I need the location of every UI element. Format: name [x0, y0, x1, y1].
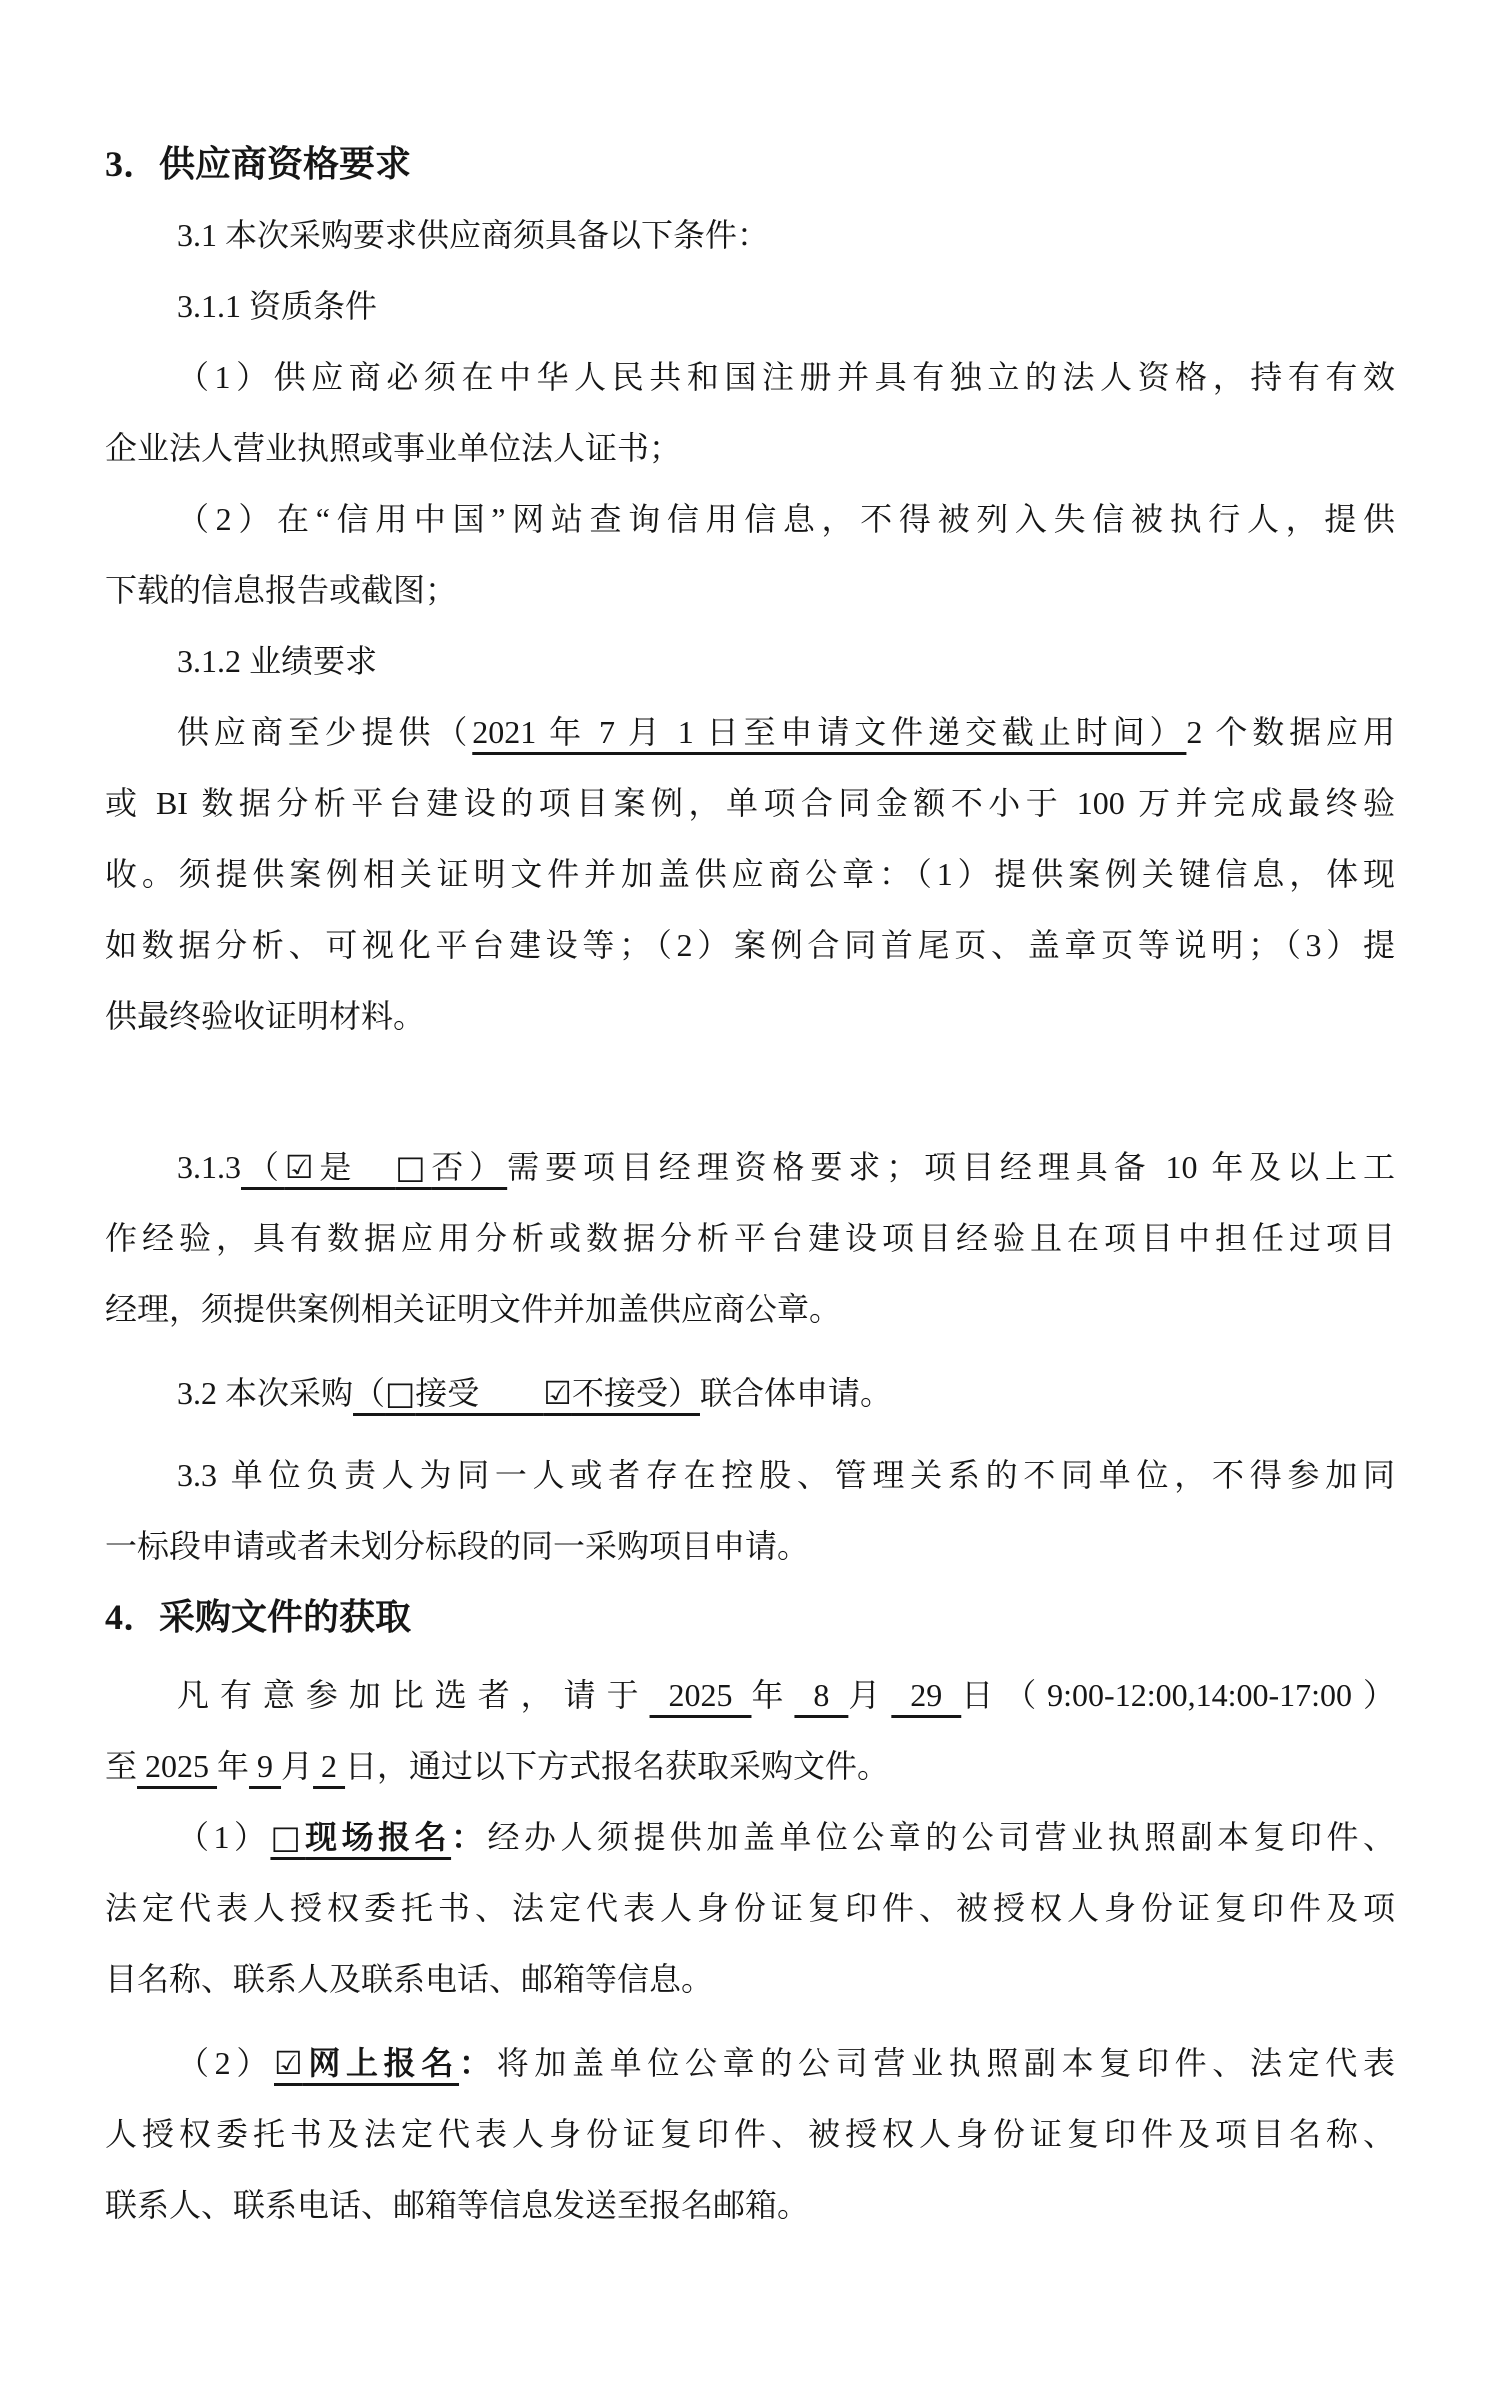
until-label: 至: [105, 1748, 138, 1784]
clause-3-1-2-text: 3.1.2 业绩要求: [177, 643, 378, 679]
colon: ：: [451, 1819, 488, 1855]
checkbox-checked-icon: ☑: [543, 1374, 572, 1412]
line-clause-3-3a: [105, 1440, 1395, 1511]
clause-3-1-3-text-2: 作经验，具有数据应用分析或数据分析平台建设项目经验且在项目中担任过项目: [105, 1220, 1395, 1256]
line-clause-3-1-3c: [105, 1274, 1395, 1345]
line-clause-3-1-1: [105, 271, 1395, 342]
checkbox-empty-icon: □: [395, 1148, 432, 1186]
qualification-item-2-text: （2）在“信用中国”网站查询信用信息，不得被列入失信被执行人，提供: [177, 501, 1395, 537]
line-qualification-item-1b: [105, 413, 1395, 484]
online-registration-text: 将加盖单位公章的公司营业执照副本复印件、法定代表: [496, 2045, 1395, 2081]
month-label: 月: [848, 1677, 892, 1713]
qualification-item-2-text-cont: 下载的信息报告或截图；: [105, 572, 458, 608]
performance-req-text-4: 如数据分析、可视化平台建设等；（2）案例合同首尾页、盖章页等说明；（3）提: [105, 927, 1395, 963]
year-label: 年: [217, 1748, 250, 1784]
item-2-number: （2）: [177, 2045, 274, 2081]
line-qualification-item-1a: [105, 342, 1395, 413]
line-onsite-registration-3: [105, 1944, 1395, 2015]
line-clause-3-1-3b: [105, 1203, 1395, 1274]
heading-section-4-text: 4．采购文件的获取: [105, 1597, 412, 1637]
line-performance-req-1: [105, 697, 1395, 768]
clause-3-1-1-text: 3.1.1 资质条件: [177, 288, 378, 324]
start-day-value: 29: [891, 1677, 962, 1713]
line-clause-3-1: [105, 200, 1395, 271]
clause-3-2-lead: 3.2 本次采购: [177, 1375, 354, 1411]
end-month-value: 9: [249, 1748, 282, 1784]
performance-req-text-3: 收。须提供案例相关证明文件并加盖供应商公章：（1）提供案例关键信息，体现: [105, 856, 1395, 892]
obtain-tail-text: 日，通过以下方式报名获取采购文件。: [345, 1748, 890, 1784]
line-online-registration-3: [105, 2170, 1395, 2241]
month-label: 月: [281, 1748, 314, 1784]
line-qualification-item-2b: [105, 555, 1395, 626]
line-performance-req-2: [105, 768, 1395, 839]
performance-req-date-range: 2021 年 7 月 1 日至申请文件递交截止时间）: [472, 714, 1187, 750]
option-accept-label: 接受: [415, 1375, 544, 1411]
performance-req-text-cont: 2 个数据应用: [1186, 714, 1395, 750]
obtain-lead-text: 凡有意参加比选者，请于: [177, 1677, 650, 1713]
clause-3-2-tail: 联合体申请。: [699, 1375, 892, 1411]
line-clause-3-2: [105, 1358, 1395, 1429]
clause-3-1-3-text: 需要项目经理资格要求；项目经理具备 10 年及以上工: [507, 1149, 1395, 1185]
onsite-registration-text: 经办人须提供加盖单位公章的公司营业执照副本复印件、: [487, 1819, 1395, 1855]
onsite-registration-text-2: 法定代表人授权委托书、法定代表人身份证复印件、被授权人身份证复印件及项: [105, 1890, 1395, 1926]
checkbox-checked-icon: ☑: [274, 2044, 303, 2082]
line-obtain-time-2: [105, 1731, 1395, 1802]
heading-section-4: [105, 1582, 1395, 1653]
qualification-item-1-text-cont: 企业法人营业执照或事业单位法人证书；: [105, 430, 682, 466]
end-day-value: 2: [313, 1748, 346, 1784]
line-performance-req-5: [105, 981, 1395, 1052]
start-year-value: 2025: [649, 1677, 752, 1713]
clause-3-1-text: 3.1 本次采购要求供应商须具备以下条件：: [177, 217, 770, 253]
year-label: 年: [751, 1677, 795, 1713]
checkbox-checked-icon: ☑: [284, 1148, 314, 1186]
start-month-value: 8: [794, 1677, 849, 1713]
line-online-registration-2: [105, 2099, 1395, 2170]
clause-3-3-text: 3.3 单位负责人为同一人或者存在控股、管理关系的不同单位，不得参加同: [177, 1457, 1395, 1493]
open-paren: （: [353, 1375, 386, 1411]
clause-3-1-3-text-3: 经理，须提供案例相关证明文件并加盖供应商公章。: [105, 1291, 842, 1327]
heading-section-3-text: 3．供应商资格要求: [105, 144, 412, 184]
checkbox-empty-icon: □: [270, 1818, 306, 1856]
performance-req-text-5: 供最终验收证明材料。: [105, 998, 426, 1034]
line-onsite-registration-2: [105, 1873, 1395, 1944]
option-yes-label: 是: [313, 1149, 396, 1185]
open-paren: （: [241, 1149, 285, 1185]
line-clause-3-3b: [105, 1511, 1395, 1582]
end-year-value: 2025: [137, 1748, 218, 1784]
line-clause-3-1-3a: [105, 1132, 1395, 1203]
line-online-registration-1: [105, 2028, 1395, 2099]
clause-3-1-3-number: 3.1.3: [177, 1149, 241, 1185]
online-registration-label: 网上报名: [302, 2045, 460, 2081]
checkbox-empty-icon: □: [385, 1374, 416, 1412]
online-registration-text-3: 联系人、联系电话、邮箱等信息发送至报名邮箱。: [105, 2187, 810, 2223]
day-and-hours-text: 日（9:00-12:00,14:00-17:00）: [961, 1677, 1395, 1713]
performance-req-text-2: 或 BI 数据分析平台建设的项目案例，单项合同金额不小于 100 万并完成最终验: [105, 785, 1395, 821]
line-obtain-time-1: [105, 1660, 1395, 1731]
online-registration-text-2: 人授权委托书及法定代表人身份证复印件、被授权人身份证复印件及项目名称、: [105, 2116, 1395, 2152]
line-performance-req-3: [105, 839, 1395, 910]
option-no-label: 否）: [431, 1149, 508, 1185]
onsite-registration-label: 现场报名: [305, 1819, 452, 1855]
qualification-item-1-text: （1）供应商必须在中华人民共和国注册并具有独立的法人资格，持有有效: [177, 359, 1395, 395]
line-clause-3-1-2: [105, 626, 1395, 697]
onsite-registration-text-3: 目名称、联系人及联系电话、邮箱等信息。: [105, 1961, 714, 1997]
performance-req-text: 供应商至少提供（: [177, 714, 473, 750]
line-onsite-registration-1: [105, 1802, 1395, 1873]
colon: ：: [459, 2045, 497, 2081]
item-1-number: （1）: [177, 1819, 271, 1855]
option-not-accept-label: 不接受）: [571, 1375, 700, 1411]
clause-3-3-text-2: 一标段申请或者未划分标段的同一采购项目申请。: [105, 1528, 810, 1564]
line-qualification-item-2a: [105, 484, 1395, 555]
heading-section-3: [105, 129, 1395, 200]
line-performance-req-4: [105, 910, 1395, 981]
